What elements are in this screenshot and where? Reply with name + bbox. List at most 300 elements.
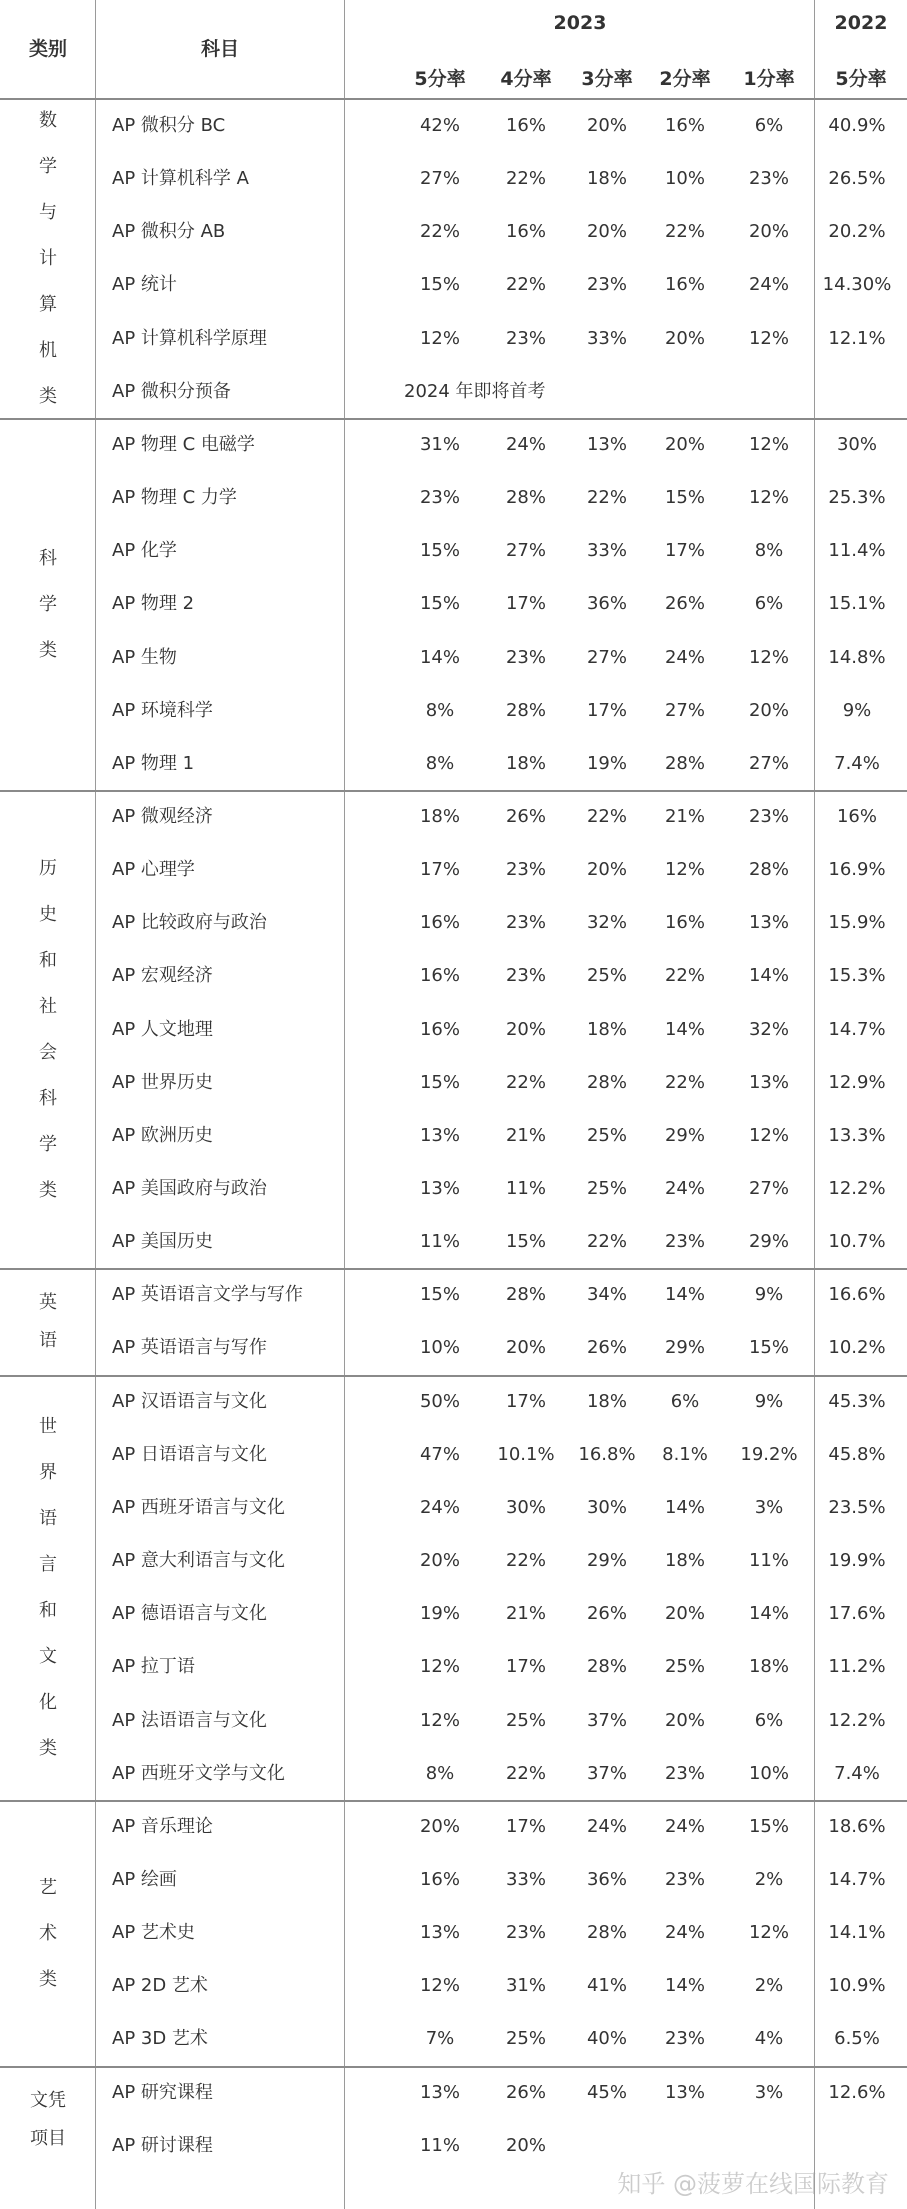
table-row (96, 1376, 907, 1428)
rate-cell-s1: 12% (748, 433, 789, 455)
rate-cell-s1: 12% (748, 646, 789, 668)
category-label: 科 (39, 547, 57, 569)
rate-cell-s2: 20% (664, 1603, 705, 1625)
rate-cell-s3: 18% (586, 168, 627, 190)
rate-cell-s4: 17% (505, 593, 546, 615)
table-row (96, 632, 907, 684)
category-cell (0, 2067, 96, 2173)
subject-cell: AP 化学 (112, 540, 177, 562)
rate-cell-s5: 11% (419, 2134, 460, 2156)
rate-cell-s5: 15% (419, 274, 460, 296)
rate-cell-s5: 13% (419, 1922, 460, 1944)
rate-cell-s2: 16% (664, 912, 705, 934)
rate-cell-s4: 26% (505, 2081, 546, 2103)
rate-cell-s2: 22% (664, 1071, 705, 1093)
rate-cell-s5: 31% (419, 433, 460, 455)
rate-cell-s2: 22% (664, 965, 705, 987)
rate-cell-s2: 17% (664, 540, 705, 562)
rate-cell-s4: 21% (505, 1124, 546, 1146)
rate-cell-s5: 12% (419, 1709, 460, 1731)
rate-cell-s2: 20% (664, 1709, 705, 1731)
table-row (96, 100, 907, 152)
table-row (96, 1216, 907, 1268)
table-row (96, 1482, 907, 1534)
rate-cell-s1: 27% (748, 752, 789, 774)
subject-cell: AP 宏观经济 (112, 965, 213, 987)
table-row (96, 897, 907, 949)
subject-cell: AP 微积分 BC (112, 115, 226, 136)
table-row (96, 313, 907, 365)
rate-cell-s3: 25% (586, 1124, 627, 1146)
subject-cell: AP 物理 2 (112, 593, 195, 615)
header-col-5: 5分率 (414, 68, 466, 90)
rate-cell-s5: 12% (419, 1975, 460, 1997)
rate-cell-s5: 8% (425, 1762, 455, 1784)
rate-cell-s1: 15% (748, 1337, 789, 1359)
rate-cell-s2: 8.1% (662, 1443, 708, 1465)
category-label: 与 (39, 202, 57, 224)
rate-cell-s4: 30% (505, 1496, 546, 1518)
rate-cell-s1: 29% (748, 1231, 789, 1253)
rate-cell-s5: 15% (419, 593, 460, 615)
rate-cell-s5: 10% (419, 1337, 460, 1359)
subject-cell: AP 德语语言与文化 (112, 1603, 267, 1625)
rate-cell-s5: 15% (419, 1071, 460, 1093)
rate-cell-s5: 42% (419, 115, 460, 136)
category-cell (0, 1376, 96, 1801)
rate-cell-y22: 45.3% (828, 1390, 886, 1412)
category-cell (0, 791, 96, 1269)
rate-cell-s5: 24% (419, 1496, 460, 1518)
rate-cell-y22: 9% (842, 699, 872, 721)
table-row (96, 791, 907, 843)
rate-cell-s2: 14% (664, 1975, 705, 1997)
table-row (96, 1641, 907, 1693)
category-label: 类 (39, 1738, 57, 1760)
category-label: 会 (39, 1042, 57, 1064)
rate-cell-s2: 14% (664, 1018, 705, 1040)
rate-cell-y22: 10.7% (828, 1231, 886, 1253)
rate-cell-s5: 18% (419, 805, 460, 827)
rate-cell-s2: 13% (664, 2081, 705, 2103)
rate-cell-s2: 23% (664, 1762, 705, 1784)
rate-cell-s4: 10.1% (497, 1443, 555, 1465)
rate-cell-s1: 13% (748, 1071, 789, 1093)
rate-cell-s4: 18% (505, 752, 546, 774)
rate-cell-s3: 22% (586, 805, 627, 827)
rate-cell-s5: 16% (419, 912, 460, 934)
table-row (96, 1801, 907, 1853)
table-row (96, 1429, 907, 1481)
table-row (96, 1163, 907, 1215)
rate-cell-s4: 23% (505, 1922, 546, 1944)
table-row (96, 472, 907, 524)
rate-cell-s3: 24% (586, 1815, 627, 1837)
subject-cell: AP 意大利语言与文化 (112, 1550, 285, 1572)
rate-cell-s5: 14% (419, 646, 460, 668)
rate-cell-y22: 10.2% (828, 1337, 886, 1359)
rate-cell-s1: 24% (748, 274, 789, 296)
rate-cell-s4: 33% (505, 1868, 546, 1890)
header-col-1: 1分率 (743, 68, 795, 90)
rate-cell-s2: 24% (664, 1815, 705, 1837)
rate-cell-s5: 15% (419, 1284, 460, 1306)
subject-cell: AP 汉语语言与文化 (112, 1390, 267, 1412)
category-label: 文凭 (30, 2089, 66, 2111)
rate-cell-s5: 13% (419, 2081, 460, 2103)
subject-cell: AP 环境科学 (112, 699, 213, 721)
rate-cell-s4: 25% (505, 2028, 546, 2050)
rate-cell-s4: 23% (505, 965, 546, 987)
category-label: 科 (39, 1088, 57, 1110)
category-label: 英 (39, 1292, 57, 1314)
rate-cell-s5: 23% (419, 487, 460, 509)
header-year-2022: 2022 (834, 12, 888, 34)
subject-cell: AP 物理 C 力学 (112, 487, 237, 509)
rate-cell-s3: 23% (586, 274, 627, 296)
rate-cell-s1: 20% (748, 221, 789, 243)
rate-cell-s5: 13% (419, 1124, 460, 1146)
rate-cell-s1: 11% (748, 1550, 789, 1572)
category-label: 世 (39, 1416, 57, 1438)
rate-cell-s3: 37% (586, 1762, 627, 1784)
table-row (96, 2067, 907, 2119)
table-row (96, 1695, 907, 1747)
category-label: 史 (39, 904, 57, 926)
rate-cell-s2: 22% (664, 221, 705, 243)
header-subject: 科目 (200, 38, 239, 60)
table-row (96, 525, 907, 577)
table-row (96, 1854, 907, 1906)
subject-cell: AP 比较政府与政治 (112, 912, 267, 934)
category-label: 类 (39, 1968, 57, 1990)
subject-cell: AP 人文地理 (112, 1018, 213, 1040)
rate-cell-s2: 20% (664, 433, 705, 455)
rate-cell-s3: 33% (586, 327, 627, 349)
table-row (96, 259, 907, 311)
rate-cell-y22: 16.6% (828, 1284, 886, 1306)
table-row (96, 1907, 907, 1959)
rate-cell-s2: 29% (664, 1337, 705, 1359)
rate-cell-s4: 28% (505, 487, 546, 509)
rate-cell-s4: 23% (505, 912, 546, 934)
rate-cell-s5: 12% (419, 327, 460, 349)
rate-cell-s5: 16% (419, 965, 460, 987)
rate-cell-s1: 19.2% (740, 1443, 798, 1465)
table-row (96, 153, 907, 205)
table-row (96, 1535, 907, 1587)
subject-cell: AP 西班牙文学与文化 (112, 1762, 285, 1784)
rate-cell-s4: 20% (505, 1337, 546, 1359)
category-label: 机 (39, 340, 57, 362)
rate-cell-s1: 9% (754, 1284, 784, 1306)
rate-cell-s1: 12% (748, 1922, 789, 1944)
subject-cell: AP 研讨课程 (112, 2134, 213, 2156)
rate-cell-y22: 12.1% (828, 327, 886, 349)
rate-cell-y22: 14.8% (828, 646, 886, 668)
category-label: 类 (39, 639, 57, 661)
header-year-2023: 2023 (553, 12, 607, 34)
rate-cell-y22: 13.3% (828, 1124, 886, 1146)
rate-cell-s2: 23% (664, 1868, 705, 1890)
rate-cell-s3: 37% (586, 1709, 627, 1731)
rate-cell-s3: 36% (586, 1868, 627, 1890)
rate-cell-s5: 17% (419, 859, 460, 881)
subject-cell: AP 微积分预备 (112, 380, 231, 402)
header-col-2: 2分率 (659, 68, 711, 90)
subject-cell: AP 绘画 (112, 1868, 177, 1890)
rate-cell-s3: 36% (586, 593, 627, 615)
table-row (96, 206, 907, 258)
category-label: 艺 (39, 1876, 57, 1898)
rate-cell-s4: 24% (505, 433, 546, 455)
rate-cell-s3: 22% (586, 1231, 627, 1253)
subject-cell: AP 西班牙语言与文化 (112, 1496, 285, 1518)
rate-cell-s1: 20% (748, 699, 789, 721)
rate-cell-s3: 25% (586, 965, 627, 987)
table-row (96, 738, 907, 790)
rate-cell-s3: 18% (586, 1390, 627, 1412)
rate-cell-y22: 14.7% (828, 1018, 886, 1040)
rate-cell-y22: 7.4% (834, 1762, 880, 1784)
rate-cell-s4: 23% (505, 859, 546, 881)
rate-cell-s5: 12% (419, 1656, 460, 1678)
table-row (96, 1110, 907, 1162)
rate-cell-s1: 12% (748, 1124, 789, 1146)
category-label: 术 (39, 1922, 57, 1944)
rate-cell-s1: 13% (748, 912, 789, 934)
rate-cell-s2: 20% (664, 327, 705, 349)
rate-cell-s4: 21% (505, 1603, 546, 1625)
table-row (96, 1588, 907, 1640)
rate-cell-s3: 28% (586, 1656, 627, 1678)
rate-cell-s2: 25% (664, 1656, 705, 1678)
rate-cell-s1: 4% (754, 2028, 784, 2050)
rate-cell-y22: 12.6% (828, 2081, 886, 2103)
category-label: 历 (39, 858, 57, 880)
subject-cell: AP 2D 艺术 (112, 1975, 208, 1997)
subject-cell: AP 拉丁语 (112, 1656, 195, 1678)
rate-cell-y22: 12.9% (828, 1071, 886, 1093)
rate-cell-s5: 7% (425, 2028, 455, 2050)
rate-cell-s1: 6% (754, 1709, 784, 1731)
subject-cell: AP 英语语言文学与写作 (112, 1284, 303, 1306)
table-row (96, 578, 907, 630)
rate-cell-s5: 47% (419, 1443, 460, 1465)
rate-cell-s1: 2% (754, 1975, 784, 1997)
rate-cell-s1: 14% (748, 1603, 789, 1625)
rate-cell-s2: 29% (664, 1124, 705, 1146)
table-row (96, 1004, 907, 1056)
note-cell: 2024 年即将首考 (404, 380, 546, 402)
rate-cell-s3: 41% (586, 1975, 627, 1997)
rate-cell-s5: 15% (419, 540, 460, 562)
rate-cell-s5: 13% (419, 1178, 460, 1199)
rate-cell-y22: 10.9% (828, 1975, 886, 1997)
subject-cell: AP 美国政府与政治 (112, 1178, 267, 1199)
table-row (96, 419, 907, 471)
subject-cell: AP 计算机科学 A (112, 168, 249, 190)
subject-cell: AP 音乐理论 (112, 1815, 213, 1837)
rate-cell-s4: 17% (505, 1656, 546, 1678)
rate-cell-s5: 20% (419, 1550, 460, 1572)
rate-cell-s4: 17% (505, 1390, 546, 1412)
rate-cell-s5: 50% (419, 1390, 460, 1412)
rate-cell-y22: 18.6% (828, 1815, 886, 1837)
rate-cell-s1: 2% (754, 1868, 784, 1890)
rate-cell-s4: 16% (505, 221, 546, 243)
rate-cell-s2: 21% (664, 805, 705, 827)
rate-cell-s4: 16% (505, 115, 546, 136)
rate-cell-s5: 20% (419, 1815, 460, 1837)
table-row (96, 1960, 907, 2012)
rate-cell-s3: 19% (586, 752, 627, 774)
category-label: 类 (39, 386, 57, 408)
rate-cell-s1: 10% (748, 1762, 789, 1784)
rate-cell-s3: 28% (586, 1922, 627, 1944)
rate-cell-s3: 33% (586, 540, 627, 562)
table-row (96, 685, 907, 737)
rate-cell-s1: 12% (748, 487, 789, 509)
rate-cell-y22: 11.2% (828, 1656, 886, 1678)
rate-cell-y22: 14.30% (822, 274, 892, 296)
rate-cell-s3: 32% (586, 912, 627, 934)
subject-cell: AP 物理 1 (112, 752, 195, 774)
rate-cell-s1: 32% (748, 1018, 789, 1040)
rate-cell-s4: 20% (505, 1018, 546, 1040)
rate-cell-s4: 22% (505, 1071, 546, 1093)
rate-cell-y22: 6.5% (834, 2028, 880, 2050)
rate-cell-s3: 17% (586, 699, 627, 721)
rate-cell-y22: 15.9% (828, 912, 886, 934)
rate-cell-s4: 25% (505, 1709, 546, 1731)
rate-cell-s3: 26% (586, 1603, 627, 1625)
subject-cell: AP 法语语言与文化 (112, 1709, 267, 1731)
subject-cell: AP 欧洲历史 (112, 1124, 213, 1146)
rate-cell-s1: 28% (748, 859, 789, 881)
rate-cell-s5: 27% (419, 168, 460, 190)
rate-cell-s3: 20% (586, 115, 627, 136)
category-label: 言 (39, 1554, 57, 1576)
rate-cell-y22: 12.2% (828, 1709, 886, 1731)
rate-cell-s5: 8% (425, 699, 455, 721)
rate-cell-s3: 13% (586, 433, 627, 455)
category-label: 和 (39, 1600, 57, 1622)
subject-cell: AP 英语语言与写作 (112, 1337, 267, 1359)
subject-cell: AP 物理 C 电磁学 (112, 433, 255, 455)
table-row (96, 950, 907, 1002)
table-row (96, 844, 907, 896)
table-row (96, 366, 907, 418)
rate-cell-s1: 14% (748, 965, 789, 987)
rate-cell-y22: 7.4% (834, 752, 880, 774)
table-row (96, 1269, 907, 1321)
subject-cell: AP 日语语言与文化 (112, 1443, 267, 1465)
category-label: 数 (39, 110, 57, 132)
rate-cell-s1: 27% (748, 1178, 789, 1199)
rate-cell-s2: 6% (670, 1390, 700, 1412)
rate-cell-s1: 23% (748, 805, 789, 827)
rate-cell-s3: 25% (586, 1178, 627, 1199)
category-label: 界 (39, 1462, 57, 1484)
rate-cell-s3: 16.8% (578, 1443, 636, 1465)
rate-cell-s1: 8% (754, 540, 784, 562)
table-row (96, 1322, 907, 1374)
category-label: 文 (39, 1646, 57, 1668)
rate-cell-s2: 10% (664, 168, 705, 190)
category-label: 学 (39, 593, 57, 615)
subject-cell: AP 研究课程 (112, 2081, 213, 2103)
rate-cell-s3: 20% (586, 221, 627, 243)
rate-cell-s3: 30% (586, 1496, 627, 1518)
category-label: 语 (39, 1508, 57, 1530)
rate-cell-y22: 14.7% (828, 1868, 886, 1890)
rate-cell-s5: 22% (419, 221, 460, 243)
subject-cell: AP 计算机科学原理 (112, 327, 267, 349)
rate-cell-s2: 14% (664, 1496, 705, 1518)
table-row (96, 1748, 907, 1800)
rate-cell-y22: 30% (836, 433, 877, 455)
rate-cell-s2: 23% (664, 1231, 705, 1253)
rate-cell-s1: 15% (748, 1815, 789, 1837)
rate-cell-s4: 26% (505, 805, 546, 827)
subject-cell: AP 3D 艺术 (112, 2028, 208, 2050)
watermark: 知乎 @菠萝在线国际教育 (617, 2170, 889, 2198)
rate-cell-s4: 22% (505, 1762, 546, 1784)
rate-cell-s3: 18% (586, 1018, 627, 1040)
rate-cell-s2: 18% (664, 1550, 705, 1572)
category-label: 社 (39, 996, 57, 1018)
rate-cell-y22: 17.6% (828, 1603, 886, 1625)
rate-cell-s3: 29% (586, 1550, 627, 1572)
category-cell (0, 100, 96, 419)
rate-cell-s3: 45% (586, 2081, 627, 2103)
rate-cell-s2: 14% (664, 1284, 705, 1306)
rate-cell-s5: 19% (419, 1603, 460, 1625)
rate-cell-y22: 16.9% (828, 859, 886, 881)
table-row (96, 1057, 907, 1109)
subject-cell: AP 美国历史 (112, 1231, 213, 1253)
rate-cell-y22: 23.5% (828, 1496, 886, 1518)
category-label: 类 (39, 1180, 57, 1202)
header-col-3: 3分率 (581, 68, 633, 90)
rate-cell-s2: 27% (664, 699, 705, 721)
rate-cell-s1: 3% (754, 1496, 784, 1518)
rate-cell-s5: 16% (419, 1018, 460, 1040)
rate-cell-y22: 11.4% (828, 540, 886, 562)
rate-cell-s4: 20% (505, 2134, 546, 2156)
category-label: 语 (39, 1330, 57, 1352)
rate-cell-s1: 6% (754, 593, 784, 615)
rate-cell-s4: 31% (505, 1975, 546, 1997)
rate-cell-s2: 26% (664, 593, 705, 615)
rate-cell-s4: 23% (505, 646, 546, 668)
rate-cell-s4: 27% (505, 540, 546, 562)
rate-cell-s1: 12% (748, 327, 789, 349)
subject-cell: AP 微积分 AB (112, 221, 226, 243)
category-label: 学 (39, 156, 57, 178)
rate-cell-s4: 28% (505, 1284, 546, 1306)
rate-cell-y22: 40.9% (828, 115, 886, 136)
category-cell (0, 1269, 96, 1375)
category-cell (0, 1801, 96, 2067)
rate-cell-y22: 25.3% (828, 487, 886, 509)
rate-cell-y22: 14.1% (828, 1922, 886, 1944)
rate-cell-s2: 16% (664, 115, 705, 136)
category-label: 化 (39, 1692, 57, 1714)
subject-cell: AP 微观经济 (112, 805, 213, 827)
rate-cell-s3: 27% (586, 646, 627, 668)
